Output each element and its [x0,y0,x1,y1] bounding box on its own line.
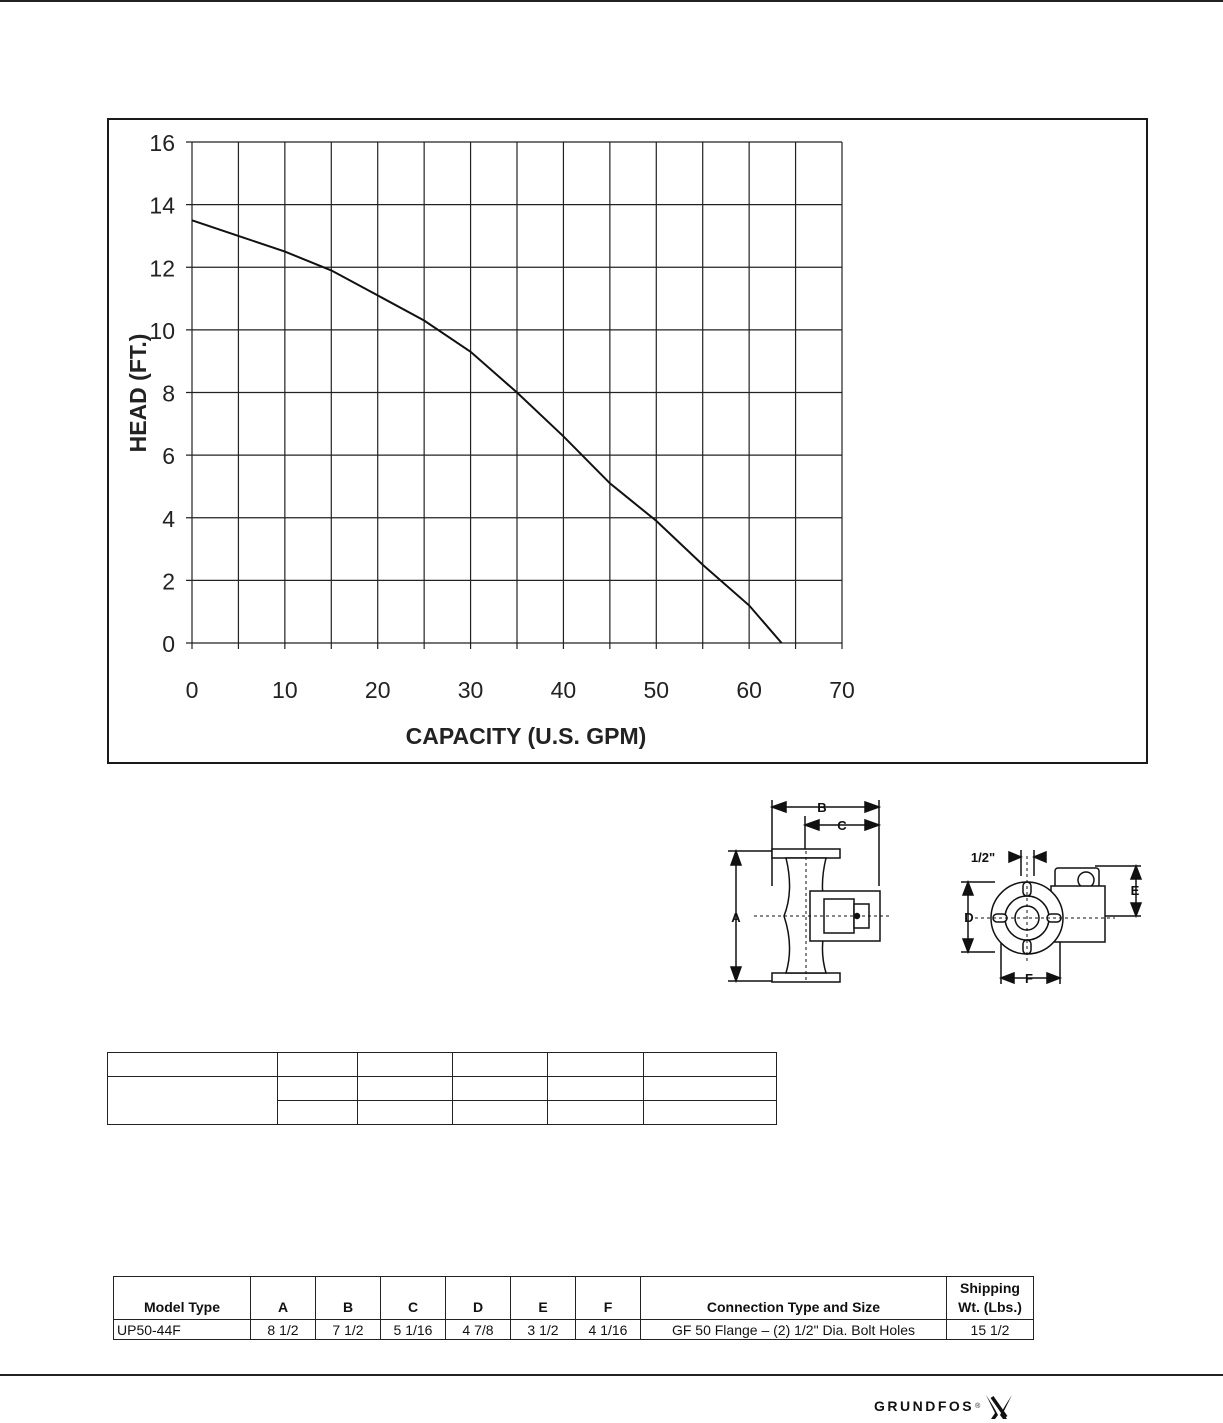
x-tick-label: 10 [272,677,298,703]
header-a: A [251,1277,316,1320]
blank-table [107,1052,777,1125]
cell-f: 4 1/16 [576,1320,641,1340]
header-connection: Connection Type and Size [641,1277,947,1320]
grundfos-x-logo-icon [982,1391,1016,1421]
cell-b: 7 1/2 [316,1320,381,1340]
cell-model-type: UP50-44F [114,1320,251,1340]
blank-table-row [108,1077,777,1101]
dimensions-spec-table [113,1276,1034,1340]
y-tick-label: 12 [149,255,175,282]
dim-label-b: B [817,800,827,815]
pump-curve-line [192,220,782,643]
x-tick-label: 0 [185,677,199,703]
x-tick-label: 50 [643,677,670,703]
dim-label-f: F [1025,971,1033,986]
header-c: C [381,1277,446,1320]
x-tick-label: 70 [829,677,855,703]
brand-logo [874,1389,1016,1423]
bottom-rule [0,1374,1223,1376]
chart-series [192,220,782,643]
cell-connection: GF 50 Flange – (2) 1/2" Dia. Bolt Holes [641,1320,947,1340]
y-axis-title: HEAD (FT.) [125,333,151,453]
x-tick-label: 30 [457,677,484,703]
table-row [114,1320,1034,1340]
header-f: F [576,1277,641,1320]
header-d: D [446,1277,511,1320]
cell-c: 5 1/16 [381,1320,446,1340]
x-tick-label: 40 [550,677,577,703]
x-tick-label: 60 [736,677,762,703]
y-tick-label: 14 [149,192,175,219]
header-model-type: Model Type [114,1277,251,1320]
dim-label-c: C [837,818,847,833]
chart-grid [186,142,842,649]
cell-a: 8 1/2 [251,1320,316,1340]
cell-shipping-weight: 15 1/2 [947,1320,1034,1340]
dim-label-e: E [1130,883,1140,898]
dim-label-d: D [964,910,974,925]
brand-name: GRUNDFOS [874,1398,975,1414]
blank-table-row [108,1053,777,1077]
pump-side-view-drawing [724,796,894,996]
y-tick-label: 0 [162,631,175,657]
pump-front-view-drawing [955,846,1150,986]
cell-e: 3 1/2 [511,1320,576,1340]
x-axis-title: CAPACITY (U.S. GPM) [405,723,647,749]
header-b: B [316,1277,381,1320]
y-tick-label: 16 [149,130,175,156]
y-tick-label: 2 [162,568,175,595]
top-rule [0,0,1223,2]
y-tick-label: 6 [162,443,175,470]
registered-mark: ® [975,1402,981,1410]
header-shipping-weight: Shipping Wt. (Lbs.) [947,1277,1034,1320]
y-tick-label: 8 [162,380,175,407]
spec-table-header-row [114,1277,1034,1320]
header-e: E [511,1277,576,1320]
pump-curve-chart [107,118,1148,764]
x-tick-label: 20 [364,677,391,703]
dim-label-half-inch: 1/2" [970,850,996,865]
y-tick-label: 10 [149,317,175,344]
cell-d: 4 7/8 [446,1320,511,1340]
chart-svg [109,120,1150,766]
y-tick-label: 4 [162,505,175,532]
dim-label-a: A [731,910,741,925]
